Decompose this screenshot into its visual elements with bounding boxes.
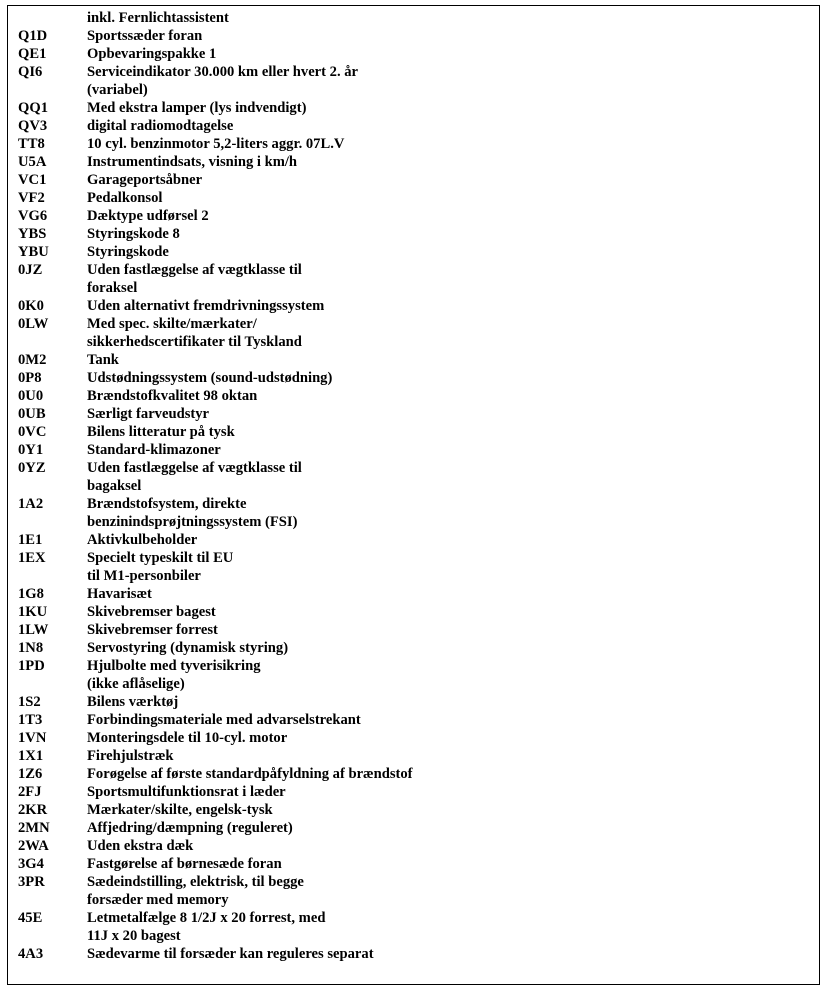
equipment-row: [18, 603, 808, 621]
option-code: 2MN: [18, 820, 50, 836]
equipment-row: [18, 801, 808, 819]
equipment-row: [18, 729, 808, 747]
equipment-row: [18, 531, 808, 549]
option-description: Skivebremser bagest: [87, 604, 216, 620]
equipment-row: [18, 387, 808, 405]
option-code: 1EX: [18, 550, 46, 566]
option-code: 2KR: [18, 802, 48, 818]
option-code: 0K0: [18, 298, 44, 314]
equipment-row: [18, 945, 808, 963]
option-code: 0LW: [18, 316, 49, 332]
equipment-row: [18, 855, 808, 873]
equipment-row: [18, 873, 808, 909]
option-code: YBS: [18, 226, 47, 242]
equipment-row: [18, 459, 808, 495]
option-code: TT8: [18, 136, 45, 152]
option-code: 1VN: [18, 730, 47, 746]
option-description: Mærkater/skilte, engelsk-tysk: [87, 802, 273, 818]
option-code: 2WA: [18, 838, 49, 854]
equipment-row: [18, 711, 808, 729]
equipment-row: [18, 441, 808, 459]
option-description: Med ekstra lamper (lys indvendigt): [87, 100, 307, 116]
option-description: Garageportsåbner: [87, 172, 203, 188]
equipment-row: [18, 243, 808, 261]
option-description: Serviceindikator 30.000 km eller hvert 2. år (variabel): [87, 64, 359, 98]
option-code: 3PR: [18, 874, 45, 890]
equipment-row: [18, 297, 808, 315]
option-description: Brændstofsystem, direkte benzinindsprøjtningssystem (FSI): [87, 496, 298, 530]
option-code: U5A: [18, 154, 47, 170]
equipment-row: [18, 351, 808, 369]
option-description: Standard-klimazoner: [87, 442, 221, 458]
option-description: Affjedring/dæmpning (reguleret): [87, 820, 293, 836]
option-code: 2FJ: [18, 784, 42, 800]
equipment-row: [18, 369, 808, 387]
option-description: Styringskode: [87, 244, 169, 260]
option-description: inkl. Fernlichtassistent: [87, 10, 229, 26]
equipment-row: [18, 153, 808, 171]
equipment-row: [18, 135, 808, 153]
equipment-row: [18, 819, 808, 837]
option-description: Uden fastlæggelse af vægtklasse til foraksel: [87, 262, 302, 296]
option-code: 1G8: [18, 586, 44, 602]
option-description: Uden fastlæggelse af vægtklasse til bagaksel: [87, 460, 302, 494]
option-code: 0M2: [18, 352, 47, 368]
option-code: 1E1: [18, 532, 43, 548]
option-description: Sportssæder foran: [87, 28, 203, 44]
option-code: QV3: [18, 118, 48, 134]
option-description: Fastgørelse af børnesæde foran: [87, 856, 282, 872]
option-description: Aktivkulbeholder: [87, 532, 198, 548]
option-description: Sædeindstilling, elektrisk, til begge forsæder med memory: [87, 874, 304, 908]
equipment-row: [18, 45, 808, 63]
option-description: Tank: [87, 352, 119, 368]
option-code: QQ1: [18, 100, 48, 116]
equipment-row: [18, 585, 808, 603]
option-description: 10 cyl. benzinmotor 5,2-liters aggr. 07L.V: [87, 136, 345, 152]
option-code: 0Y1: [18, 442, 44, 458]
option-description: Uden alternativt fremdrivningssystem: [87, 298, 325, 314]
equipment-row: [18, 495, 808, 531]
equipment-row: [18, 99, 808, 117]
option-code: 1LW: [18, 622, 49, 638]
option-description: Havarisæt: [87, 586, 152, 602]
option-code: 0JZ: [18, 262, 43, 278]
equipment-row: [18, 657, 808, 693]
equipment-row: [18, 315, 808, 351]
option-description: Med spec. skilte/mærkater/ sikkerhedscertifikater til Tyskland: [87, 316, 302, 350]
option-code: 0YZ: [18, 460, 46, 476]
option-code: 0VC: [18, 424, 47, 440]
option-code: QE1: [18, 46, 47, 62]
option-description: Specielt typeskilt til EU til M1-personbiler: [87, 550, 234, 584]
option-description: Instrumentindsats, visning i km/h: [87, 154, 298, 170]
option-code: 45E: [18, 910, 43, 926]
option-description: Opbevaringspakke 1: [87, 46, 217, 62]
option-description: Bilens litteratur på tysk: [87, 424, 235, 440]
equipment-row: [18, 261, 808, 297]
equipment-row: [18, 63, 808, 99]
option-code: VF2: [18, 190, 45, 206]
equipment-row: [18, 225, 808, 243]
option-code: 1T3: [18, 712, 43, 728]
option-code: 3G4: [18, 856, 44, 872]
option-description: Udstødningssystem (sound-udstødning): [87, 370, 333, 386]
option-description: Monteringsdele til 10-cyl. motor: [87, 730, 288, 746]
option-description: Uden ekstra dæk: [87, 838, 194, 854]
equipment-row: [18, 423, 808, 441]
equipment-row: [18, 405, 808, 423]
option-description: Firehjulstræk: [87, 748, 174, 764]
equipment-row: [18, 837, 808, 855]
option-code: 1PD: [18, 658, 45, 674]
equipment-row: [18, 549, 808, 585]
option-code: 1X1: [18, 748, 44, 764]
equipment-row: [18, 747, 808, 765]
option-code: 1S2: [18, 694, 41, 710]
option-description: Sportsmultifunktionsrat i læder: [87, 784, 286, 800]
option-code: 4A3: [18, 946, 44, 962]
option-code: VC1: [18, 172, 47, 188]
option-description: Styringskode 8: [87, 226, 180, 242]
option-code: 1KU: [18, 604, 48, 620]
option-code: QI6: [18, 64, 43, 80]
equipment-row: [18, 765, 808, 783]
option-description: Skivebremser forrest: [87, 622, 218, 638]
option-description: Særligt farveudstyr: [87, 406, 210, 422]
equipment-row: [18, 909, 808, 945]
option-code: 1Z6: [18, 766, 43, 782]
equipment-row: [18, 621, 808, 639]
option-code: YBU: [18, 244, 49, 260]
option-code: VG6: [18, 208, 48, 224]
option-description: Bilens værktøj: [87, 694, 179, 710]
equipment-row: [18, 783, 808, 801]
option-code: Q1D: [18, 28, 48, 44]
option-description: Pedalkonsol: [87, 190, 163, 206]
option-code: 0U0: [18, 388, 44, 404]
option-description: Dæktype udførsel 2: [87, 208, 209, 224]
option-description: digital radiomodtagelse: [87, 118, 234, 134]
option-code: 1A2: [18, 496, 44, 512]
option-description: Brændstofkvalitet 98 oktan: [87, 388, 258, 404]
equipment-row: [18, 117, 808, 135]
equipment-code-list: [18, 9, 808, 963]
option-description: Sædevarme til forsæder kan reguleres separat: [87, 946, 374, 962]
option-description: Forøgelse af første standardpåfyldning af brændstof: [87, 766, 413, 782]
option-code: 0P8: [18, 370, 42, 386]
option-description: Servostyring (dynamisk styring): [87, 640, 289, 656]
equipment-row: [18, 9, 808, 27]
equipment-row: [18, 693, 808, 711]
option-code: 1N8: [18, 640, 44, 656]
option-description: Forbindingsmateriale med advarselstrekant: [87, 712, 361, 728]
equipment-row: [18, 171, 808, 189]
equipment-row: [18, 207, 808, 225]
equipment-row: [18, 27, 808, 45]
equipment-row: [18, 639, 808, 657]
option-code: 0UB: [18, 406, 46, 422]
option-description: Hjulbolte med tyverisikring (ikke aflåselige): [87, 658, 261, 692]
equipment-row: [18, 189, 808, 207]
option-description: Letmetalfælge 8 1/2J x 20 forrest, med 11J x 20 bagest: [87, 910, 326, 944]
